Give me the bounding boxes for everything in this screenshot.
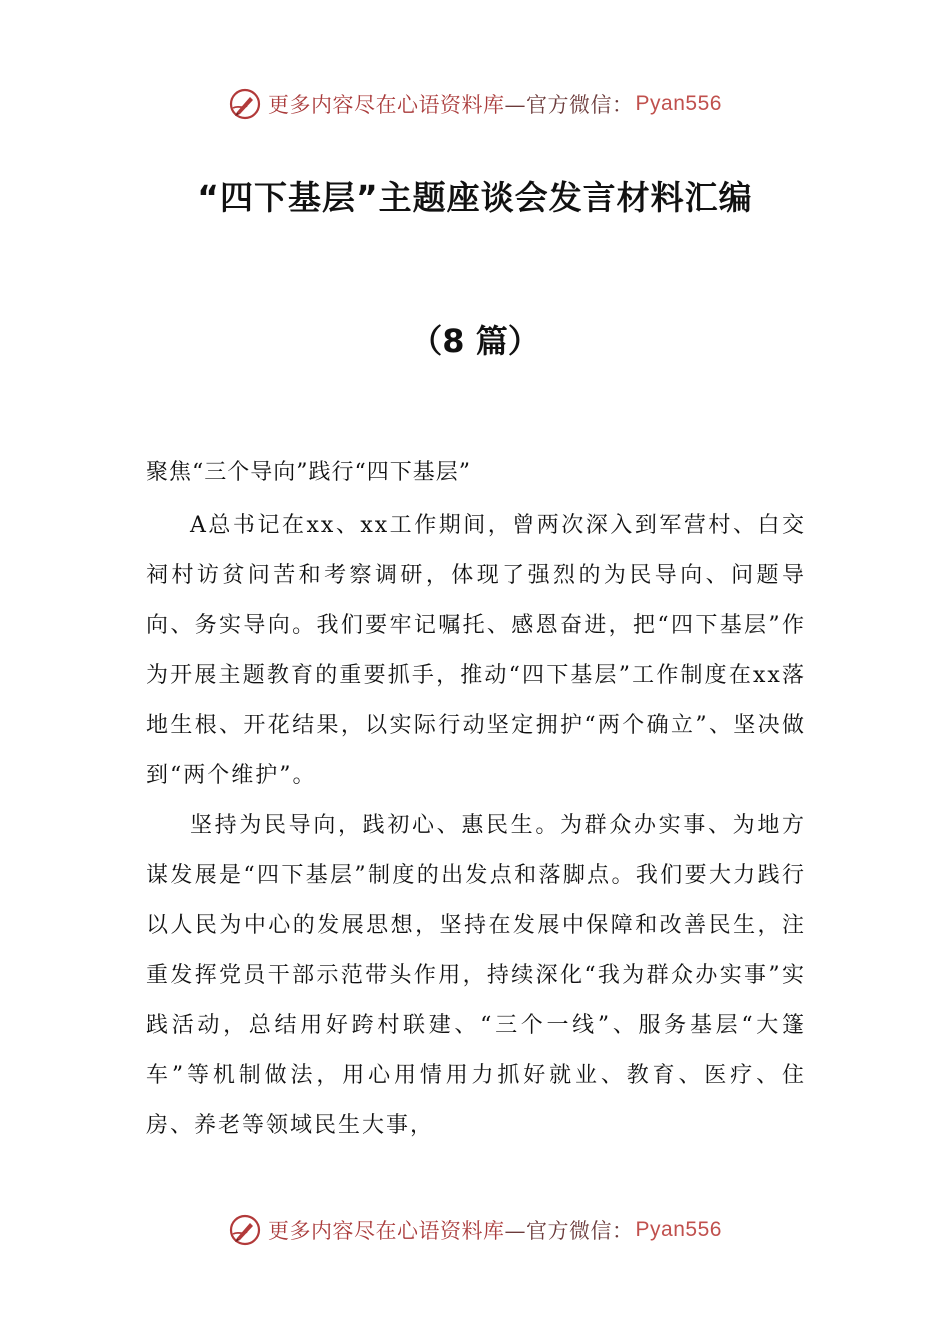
pen-logo-icon xyxy=(228,1213,262,1247)
banner-library-text: 更多内容尽在心语资料库 xyxy=(268,93,505,117)
body-paragraph: A总书记在xx、xx工作期间，曾两次深入到军营村、白交祠村访贫问苦和考察调研，体现了强烈的为民导向、问题导向、务实导向。我们要牢记嘱托、感恩奋进，把“四下基层”作为开展主题教育的重要抓手，推动“四下基层”工作制度在xx落地生根、开花结果，以实际行动坚定拥护“两个确立”、坚决做到“两个维护”。 xyxy=(146,513,806,788)
banner-text xyxy=(268,1215,722,1245)
banner-wechat-id: Pyan556 xyxy=(635,1218,722,1241)
section-heading: 聚焦“三个导向”践行“四下基层” xyxy=(146,460,471,485)
document-body xyxy=(146,452,806,1151)
banner-wechat-id: Pyan556 xyxy=(635,92,722,115)
header-banner xyxy=(0,84,950,124)
banner-library-text: 更多内容尽在心语资料库 xyxy=(268,1219,505,1243)
banner-official-text: —官方微信： xyxy=(504,93,634,117)
body-paragraph: 坚持为民导向，践初心、惠民生。为群众办实事、为地方谋发展是“四下基层”制度的出发点和落脚点。我们要大力践行以人民为中心的发展思想，坚持在发展中保障和改善民生，注重发挥党员干部示范带头作用，持续深化“我为群众办实事”实践活动，总结用好跨村联建、“三个一线”、服务基层“大篷车”等机制做法，用心用情用力抓好就业、教育、医疗、住房、养老等领域民生大事， xyxy=(146,813,806,1138)
banner-text xyxy=(268,89,722,119)
footer-banner xyxy=(0,1210,950,1250)
pen-logo-icon xyxy=(228,87,262,121)
banner-official-text: —官方微信： xyxy=(504,1219,634,1243)
document-count: （8 篇） xyxy=(410,322,540,360)
document-title: “四下基层”主题座谈会发言材料汇编 xyxy=(197,178,753,217)
